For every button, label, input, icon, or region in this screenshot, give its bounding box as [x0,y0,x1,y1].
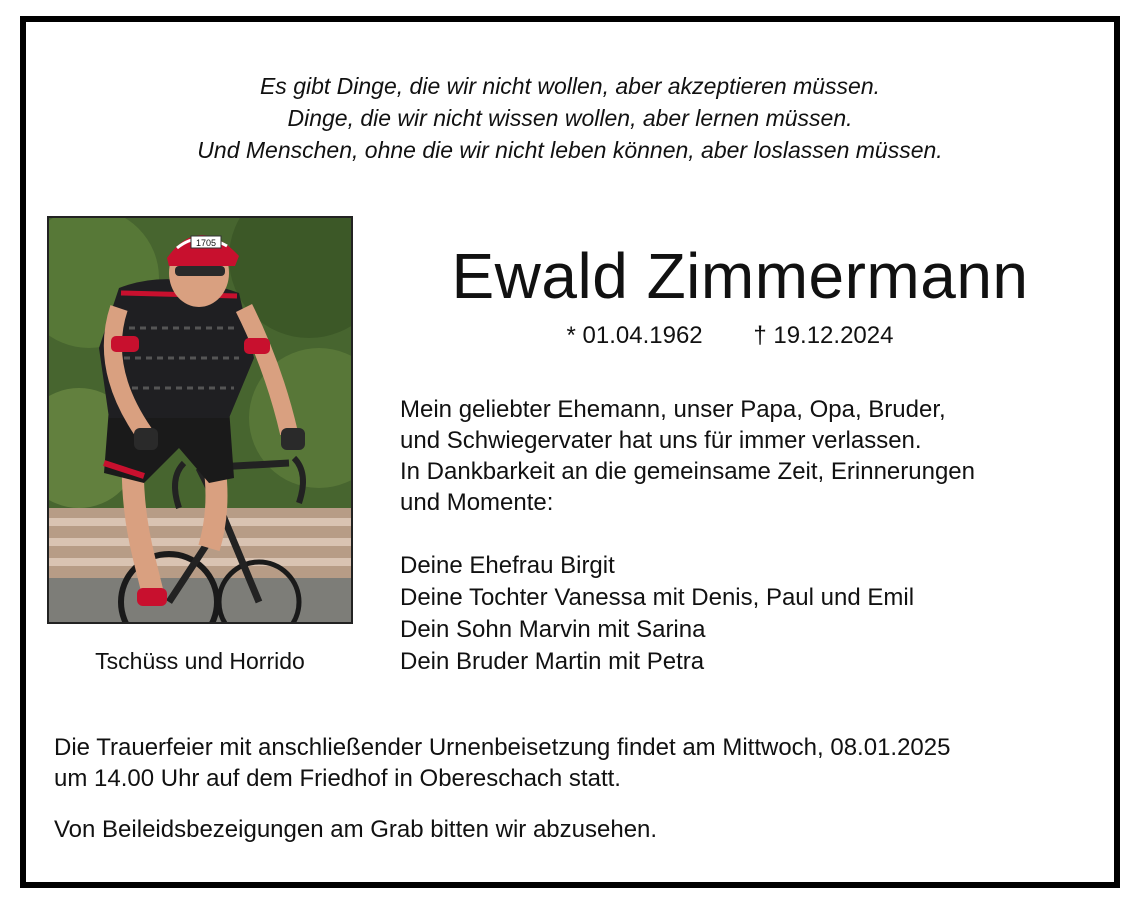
farewell-message [400,394,1100,518]
helmet-bib-number: 1705 [195,238,217,248]
life-dates [400,322,1060,350]
quote-line-3: Und Menschen, ohne die wir nicht leben können, aber loslassen müssen. [197,137,943,163]
funeral-service-info [54,732,1094,794]
quote-line-2: Dinge, die wir nicht wissen wollen, aber lernen müssen. [287,105,853,131]
family-member: Dein Bruder Martin mit Petra [400,648,705,675]
memorial-quote [26,70,1114,166]
family-member: Deine Ehefrau Birgit [400,552,615,579]
service-line-1: Die Trauerfeier mit anschließender Urnenbeisetzung findet am Mittwoch, 08.01.2025 [54,734,951,761]
deceased-name: Ewald Zimmermann [451,240,1029,312]
service-line-2: um 14.00 Uhr auf dem Friedhof in Obereschach statt. [54,765,621,792]
family-member: Deine Tochter Vanessa mit Denis, Paul und Emil [400,584,915,611]
portrait-photo [47,216,353,624]
photo-caption: Tschüss und Horrido [95,648,305,674]
family-member: Dein Sohn Marvin mit Sarina [400,616,706,643]
quote-line-1: Es gibt Dinge, die wir nicht wollen, aber akzeptieren müssen. [259,73,881,99]
message-line-4: und Momente: [400,489,554,516]
birth-date: * 01.04.1962 [566,322,703,349]
condolence-note: Von Beileidsbezeigungen am Grab bitten wir abzusehen. [54,816,658,843]
message-line-2: und Schwiegervater hat uns für immer verlassen. [400,427,922,454]
message-line-3: In Dankbarkeit an die gemeinsame Zeit, Erinnerungen [400,458,975,485]
death-date: † 19.12.2024 [753,322,894,349]
cyclist-photo-illustration [49,218,351,622]
message-line-1: Mein geliebter Ehemann, unser Papa, Opa, Bruder, [400,396,946,423]
family-list [400,550,1100,678]
